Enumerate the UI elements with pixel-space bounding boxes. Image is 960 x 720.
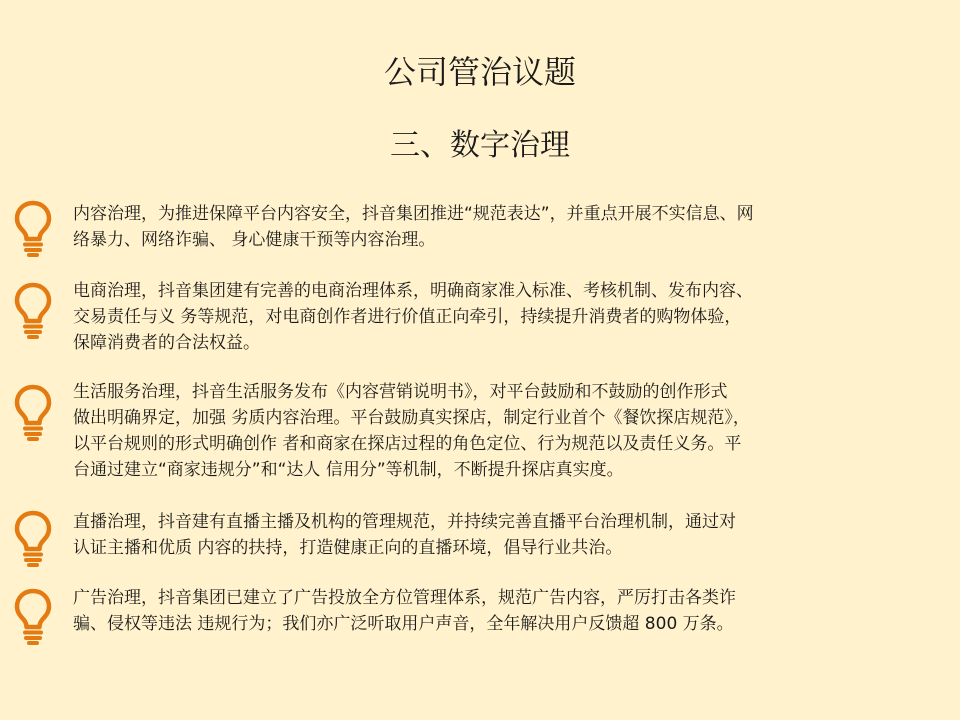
paragraph-local-services-governance: 生活服务治理，抖音生活服务发布《内容营销说明书》，对平台鼓励和不鼓励的创作形式 做出明确界定，加强 劣质内容治理。平台鼓励真实探店，制定行业首个《餐饮探店规范》， 以平台规则的形式明确创作 者和商家在探店过程的角色定位、行为规范以及责任义务。平 台通过建立“商家违规分”和“达人 信用分”等机制，不断提升探店真实度。 [73,382,750,480]
lightbulb-icon [14,282,52,340]
page-title: 公司管治议题 [383,53,576,91]
paragraph-advertising-governance: 广告治理，抖音集团已建立了广告投放全方位管理体系，规范广告内容，严厉打击各类诈 骗、侵权等违法 违规行为；我们亦广泛听取用户声音，全年解决用户反馈超 800 万条。 [73,588,736,634]
paragraph-livestream-governance: 直播治理，抖音建有直播主播及机构的管理规范，并持续完善直播平台治理机制，通过对 认证主播和优质 内容的扶持，打造健康正向的直播环境，倡导行业共治。 [73,512,736,558]
lightbulb-icon [14,510,52,568]
lightbulb-icon [14,384,52,442]
section-subtitle: 三、数字治理 [390,128,570,163]
paragraph-content-governance: 内容治理，为推进保障平台内容安全，抖音集团推进“规范表达”，并重点开展不实信息、网 络暴力、网络诈骗、 身心健康干预等内容治理。 [73,204,754,250]
lightbulb-icon [14,200,52,258]
lightbulb-icon [14,588,52,646]
paragraph-ecommerce-governance: 电商治理，抖音集团建有完善的电商治理体系，明确商家准入标准、考核机制、发布内容、 交易责任与义 务等规范，对电商创作者进行价值正向牵引，持续提升消费者的购物体验， 保障消费者的合法权益。 [73,281,753,353]
